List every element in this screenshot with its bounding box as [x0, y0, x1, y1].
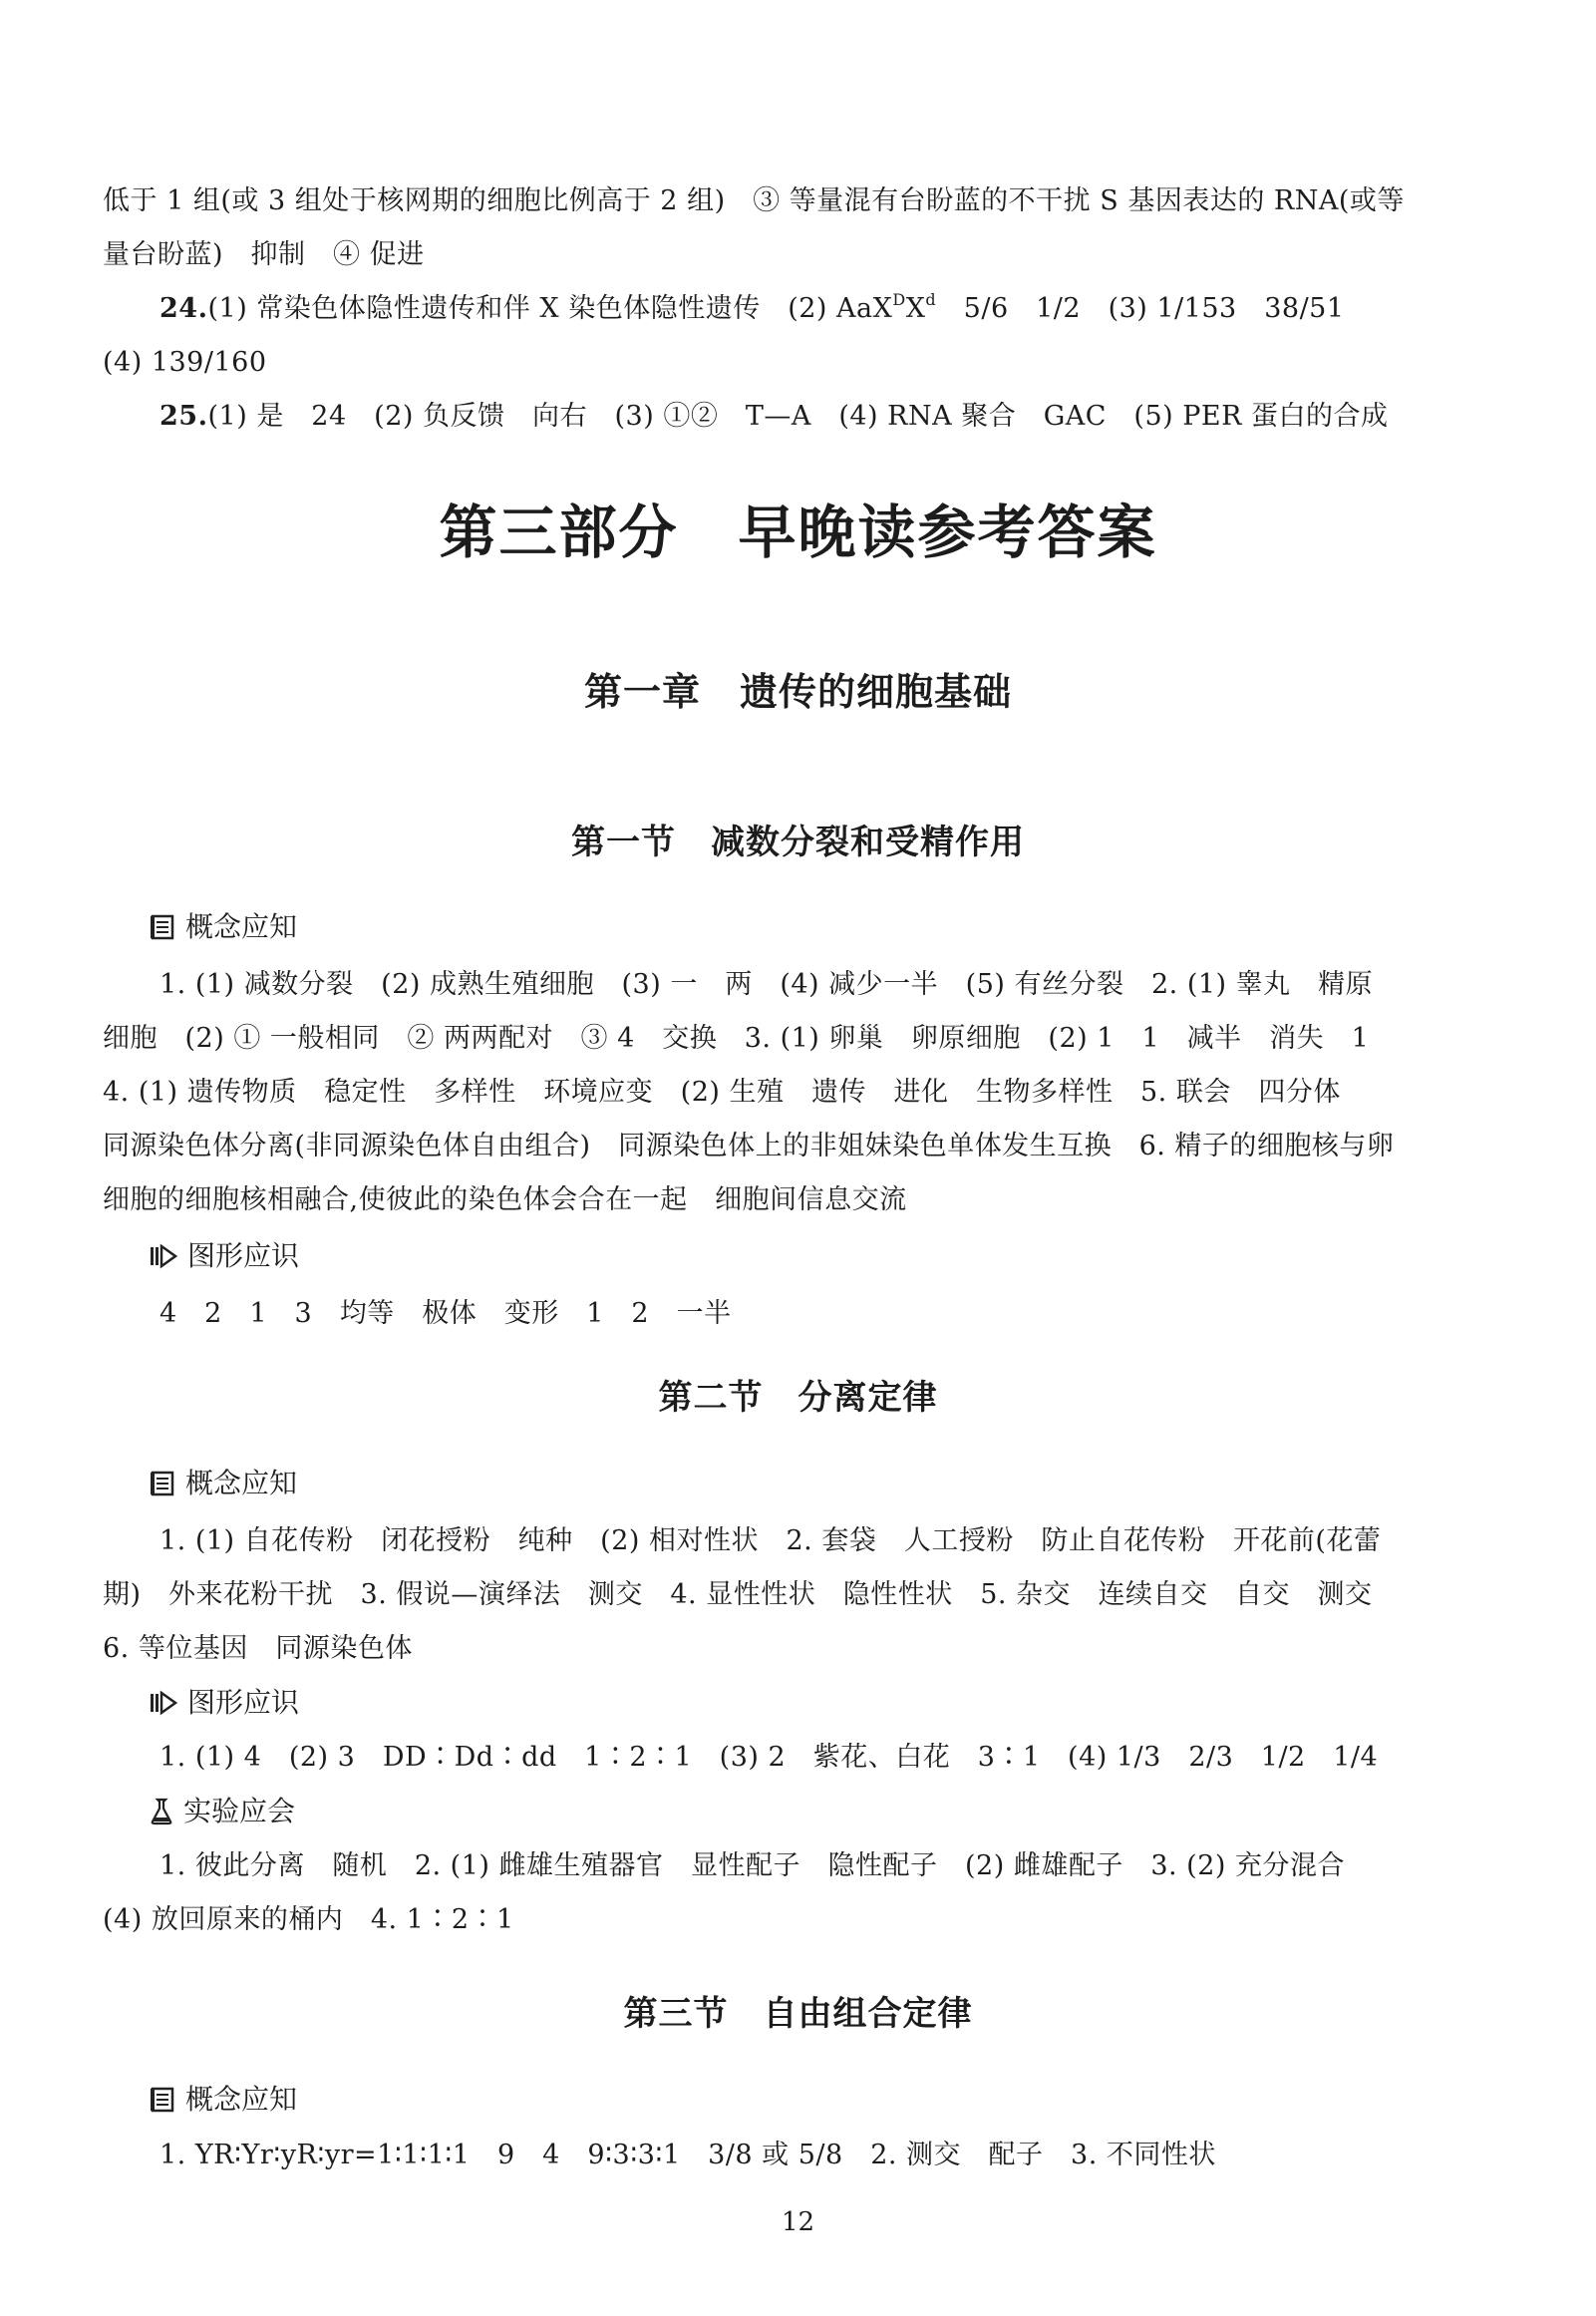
page-number: 12 [781, 2207, 815, 2237]
notebook-icon [150, 2087, 175, 2113]
answer-25 [160, 397, 1596, 437]
notebook-icon [150, 1471, 175, 1496]
answer-text: (1) 常染色体隐性遗传和伴 X 染色体隐性遗传 (2) AaX [207, 293, 893, 324]
answer-text: (1) 是 24 (2) 负反馈 向右 (3) ①② T—A (4) RNA 聚合 GAC (5) PER 蛋白的合成 [207, 401, 1389, 432]
concept-heading [150, 907, 297, 947]
section-title-2: 第二节 分离定律 [658, 1378, 938, 1418]
figure-icon [150, 1243, 177, 1269]
answer-24 [160, 289, 1596, 329]
section2-concept-line: 1. (1) 自花传粉 闭花授粉 纯种 (2) 相对性状 2. 套袋 人工授粉 防止自花传粉 开花前(花蕾 [160, 1525, 1382, 1556]
concept-heading-label: 概念应知 [185, 2083, 298, 2116]
section2-concept-line: 6. 等位基因 同源染色体 [103, 1633, 413, 1664]
superscript: D [892, 290, 906, 309]
concept-heading-label: 概念应知 [185, 1467, 298, 1499]
figure-heading [150, 1236, 299, 1276]
answer-text: 5/6 1/2 (3) 1/153 38/51 [936, 293, 1345, 324]
flask-icon [150, 1798, 173, 1825]
section1-concept-line: 细胞 (2) ① 一般相同 ② 两两配对 ③ 4 交换 3. (1) 卵巢 卵原细胞 (2) 1 1 减半 消失 1 [103, 1023, 1370, 1054]
section-title-1: 第一节 减数分裂和受精作用 [571, 823, 1025, 862]
section1-concept-line: 4. (1) 遗传物质 稳定性 多样性 环境应变 (2) 生殖 遗传 进化 生物多样性 5. 联会 四分体 [103, 1077, 1341, 1108]
section1-figure-line: 4 2 1 3 均等 极体 变形 1 2 一半 [160, 1298, 732, 1329]
experiment-heading [150, 1792, 295, 1831]
continued-answer-line-2: 量台盼蓝) 抑制 ④ 促进 [103, 239, 425, 270]
section1-concept-line: 同源染色体分离(非同源染色体自由组合) 同源染色体上的非姐妹染色单体发生互换 6. 精子的细胞核与卵 [103, 1131, 1395, 1161]
section1-concept-line: 细胞的细胞核相融合,使彼此的染色体会合在一起 细胞间信息交流 [103, 1184, 907, 1215]
notebook-icon [150, 914, 175, 940]
section2-exp-line: (4) 放回原来的桶内 4. 1∶2∶1 [103, 1904, 514, 1935]
section3-concept-line: 1. YR∶Yr∶yR∶yr=1∶1∶1∶1 9 4 9∶3∶3∶1 3/8 或 5/8 2. 测交 配子 3. 不同性状 [160, 2140, 1216, 2170]
figure-icon [150, 1690, 177, 1716]
answer-text: X [905, 293, 926, 324]
concept-heading-label: 概念应知 [185, 910, 298, 943]
section-title-3: 第三节 自由组合定律 [623, 1994, 973, 2034]
figure-heading-label: 图形应识 [187, 1686, 300, 1719]
experiment-heading-label: 实验应会 [183, 1795, 296, 1827]
section2-exp-line: 1. 彼此分离 随机 2. (1) 雌雄生殖器官 显性配子 隐性配子 (2) 雌雄配子 3. (2) 充分混合 [160, 1850, 1346, 1881]
figure-heading-label: 图形应识 [187, 1239, 300, 1272]
concept-heading [150, 1464, 297, 1503]
question-number: 24. [160, 293, 208, 324]
concept-heading [150, 2080, 297, 2120]
section2-figure-line: 1. (1) 4 (2) 3 DD∶Dd∶dd 1∶2∶1 (3) 2 紫花、白花 3∶1 (4) 1/3 2/3 1/2 1/4 [160, 1742, 1379, 1773]
continued-answer-line-1: 低于 1 组(或 3 组处于核网期的细胞比例高于 2 组) ③ 等量混有台盼蓝的不干扰 S 基因表达的 RNA(或等 [103, 185, 1405, 216]
answer-24-line-2: (4) 139/160 [103, 347, 267, 378]
chapter-title: 第一章 遗传的细胞基础 [583, 670, 1012, 714]
part-title: 第三部分 早晚读参考答案 [439, 498, 1157, 566]
figure-heading [150, 1683, 299, 1723]
section1-concept-line: 1. (1) 减数分裂 (2) 成熟生殖细胞 (3) 一 两 (4) 减少一半 (5) 有丝分裂 2. (1) 睾丸 精原 [160, 969, 1374, 1000]
superscript: d [925, 290, 937, 309]
question-number: 25. [160, 401, 208, 432]
section2-concept-line: 期) 外来花粉干扰 3. 假说—演绎法 测交 4. 显性性状 隐性性状 5. 杂交 连续自交 自交 测交 [103, 1579, 1373, 1610]
